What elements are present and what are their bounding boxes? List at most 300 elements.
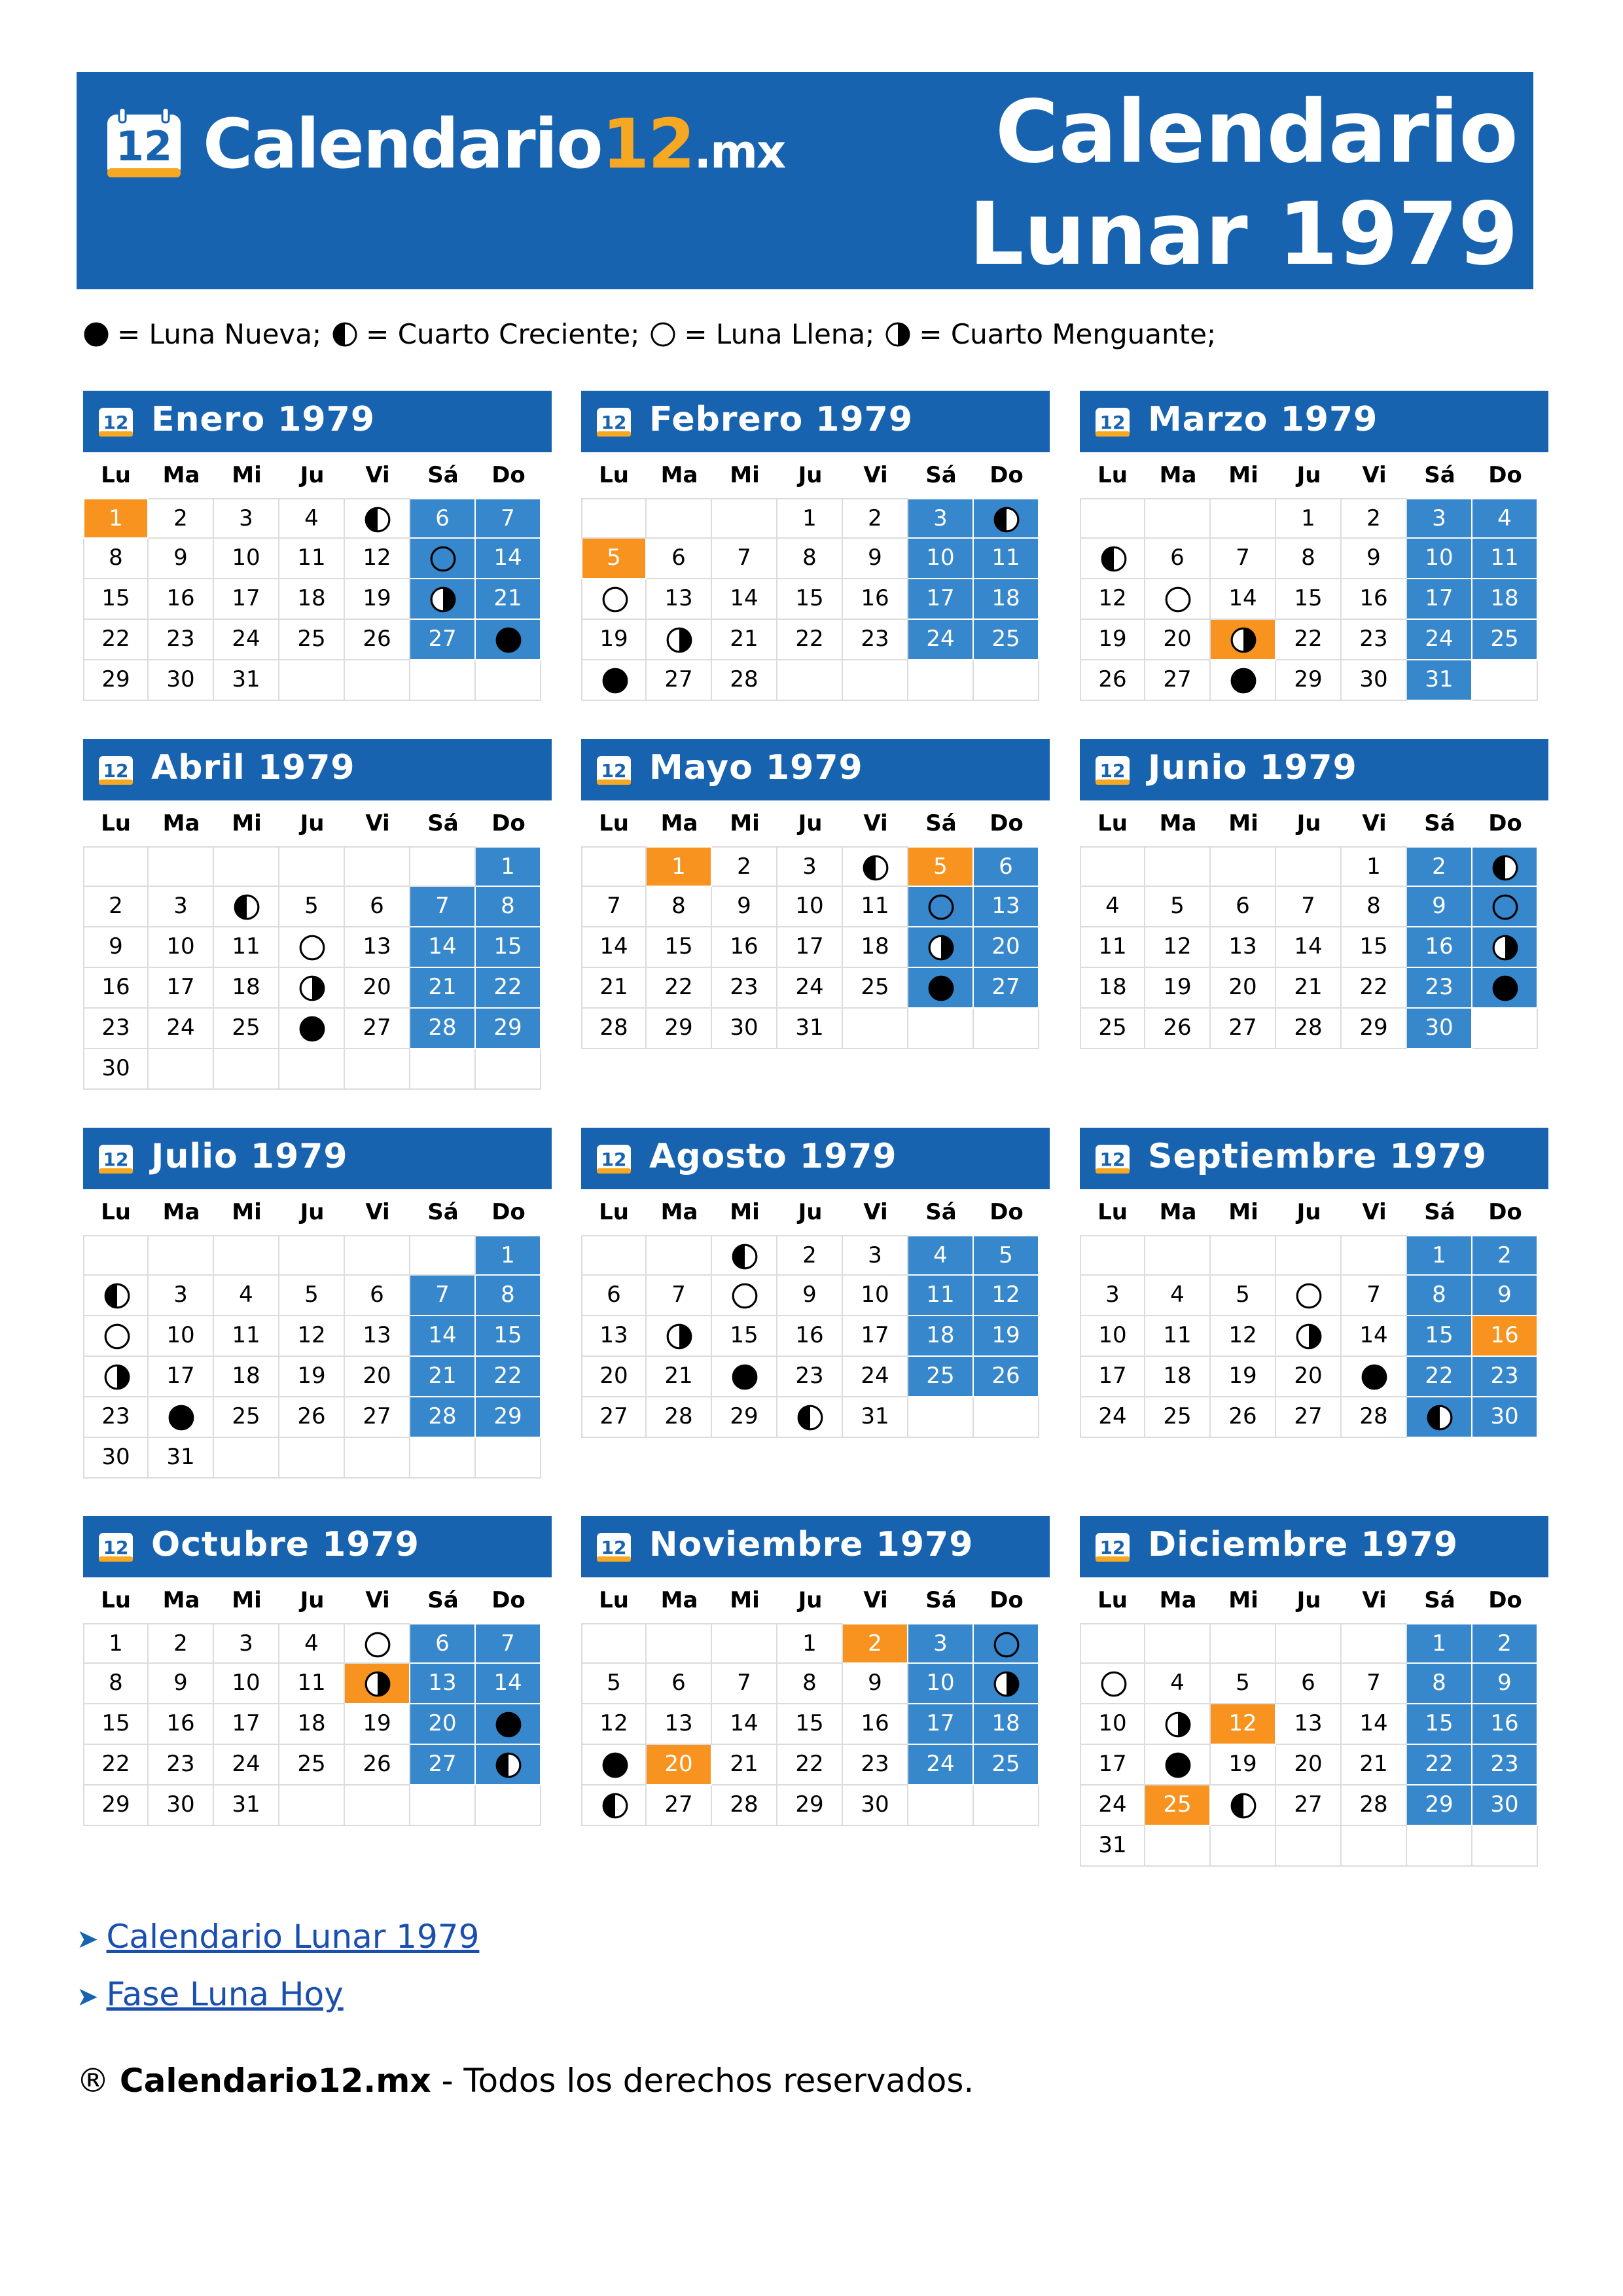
day-cell: 7 (410, 1276, 476, 1316)
day-cell: 13 (647, 1704, 712, 1745)
weekday-label: Vi (863, 462, 888, 488)
day-cell: 24 (908, 1745, 974, 1785)
day-cell (1145, 1745, 1211, 1785)
weekday-label: Vi (365, 1199, 390, 1225)
day-cell: 10 (214, 1664, 279, 1704)
day-cell: 8 (476, 887, 541, 927)
new-moon-icon (601, 1751, 629, 1779)
empty-cell (908, 1397, 974, 1438)
day-cell: 29 (1276, 660, 1342, 701)
day-cell: 15 (777, 579, 843, 620)
day-cell (908, 968, 974, 1009)
day-cell: 25 (279, 1745, 345, 1785)
day-cell: 4 (279, 1623, 345, 1664)
day-cell: 20 (1211, 968, 1276, 1009)
day-cell: 16 (712, 927, 777, 968)
month-10 (83, 1516, 552, 1826)
new-moon-icon (601, 667, 629, 694)
day-cell: 28 (581, 1009, 647, 1049)
week-row (1080, 1235, 1538, 1276)
day-cell: 30 (1342, 660, 1407, 701)
week-row (581, 1704, 1039, 1745)
week-row (1080, 660, 1538, 701)
last-quarter-icon (927, 934, 955, 961)
month-5 (581, 739, 1050, 1049)
new-moon-icon (83, 321, 109, 348)
empty-cell (1145, 498, 1211, 539)
day-cell (1145, 579, 1211, 620)
week-row (83, 1316, 541, 1357)
page-title-line2: Lunar 1979 (969, 184, 1518, 285)
empty-cell (1407, 1826, 1472, 1867)
day-cell: 8 (777, 1664, 843, 1704)
day-cell: 24 (777, 968, 843, 1009)
day-cell: 29 (1407, 1785, 1472, 1826)
weekday-header (581, 452, 1039, 498)
empty-cell (1211, 1826, 1276, 1867)
day-cell: 14 (476, 1664, 541, 1704)
month-12 (1080, 1516, 1548, 1867)
weekday-label: Ma (1159, 1587, 1197, 1613)
day-cell: 5 (279, 887, 345, 927)
new-moon-icon (1164, 1751, 1192, 1779)
day-cell (647, 1316, 712, 1357)
month-grid (581, 498, 1039, 701)
month-title: Octubre 1979 (151, 1525, 419, 1564)
first-quarter-icon (364, 506, 391, 533)
weekday-label: Vi (1362, 462, 1387, 488)
empty-cell (345, 1235, 410, 1276)
empty-cell (410, 660, 476, 701)
week-row (581, 579, 1039, 620)
day-cell (83, 1276, 149, 1316)
week-row (581, 1745, 1039, 1785)
last-quarter-icon (1230, 626, 1257, 654)
calendar-icon (98, 404, 134, 438)
day-cell (843, 846, 908, 887)
day-cell: 22 (777, 620, 843, 660)
day-cell: 11 (843, 887, 908, 927)
week-row (581, 887, 1039, 927)
svg-text:12: 12 (1099, 1537, 1126, 1558)
day-cell: 21 (410, 968, 476, 1009)
month-9 (1080, 1128, 1548, 1438)
day-cell: 13 (345, 1316, 410, 1357)
day-cell: 19 (1145, 968, 1211, 1009)
day-cell: 6 (647, 539, 712, 579)
weekday-label: Do (1488, 1587, 1522, 1613)
day-cell: 21 (581, 968, 647, 1009)
arrow-right-icon: ➤ (77, 1924, 99, 1954)
day-cell: 16 (149, 579, 214, 620)
day-cell: 16 (843, 579, 908, 620)
day-cell: 11 (279, 539, 345, 579)
weekday-label: Mi (232, 462, 262, 488)
day-cell: 19 (1211, 1357, 1276, 1397)
empty-cell (647, 1235, 712, 1276)
month-3 (1080, 391, 1548, 701)
day-cell (149, 1397, 214, 1438)
day-cell: 4 (1145, 1276, 1211, 1316)
day-cell: 25 (843, 968, 908, 1009)
empty-cell (83, 846, 149, 887)
day-cell: 19 (1080, 620, 1145, 660)
week-row (581, 1009, 1039, 1049)
week-row (1080, 1664, 1538, 1704)
day-cell: 18 (1472, 579, 1538, 620)
svg-text:12: 12 (601, 1149, 627, 1170)
day-cell: 29 (476, 1009, 541, 1049)
day-cell (712, 1357, 777, 1397)
day-cell (345, 498, 410, 539)
day-cell: 27 (647, 1785, 712, 1826)
month-header (83, 739, 552, 800)
month-1 (83, 391, 552, 701)
day-cell: 22 (647, 968, 712, 1009)
day-cell: 17 (777, 927, 843, 968)
weekday-label: Do (990, 1199, 1024, 1225)
day-cell: 5 (1211, 1664, 1276, 1704)
last-quarter-icon (298, 975, 326, 1002)
weekday-label: Mi (1228, 1587, 1258, 1613)
day-cell: 28 (410, 1397, 476, 1438)
empty-cell (345, 1438, 410, 1479)
day-cell: 6 (1276, 1664, 1342, 1704)
week-row (581, 1357, 1039, 1397)
empty-cell (581, 1623, 647, 1664)
weekday-label: Do (990, 462, 1024, 488)
week-row (581, 660, 1039, 701)
day-cell: 28 (647, 1397, 712, 1438)
day-cell (1276, 1276, 1342, 1316)
day-cell (279, 1009, 345, 1049)
footer-copyright: ® Calendario12.mx - Todos los derechos reservados. (77, 2062, 974, 2100)
day-cell: 7 (581, 887, 647, 927)
week-row (1080, 1009, 1538, 1049)
day-cell: 12 (1211, 1704, 1276, 1745)
weekday-label: Sá (1424, 462, 1455, 488)
day-cell: 10 (1080, 1316, 1145, 1357)
week-row (1080, 579, 1538, 620)
day-cell: 3 (214, 498, 279, 539)
day-cell: 4 (1472, 498, 1538, 539)
day-cell (1342, 1357, 1407, 1397)
day-cell: 5 (279, 1276, 345, 1316)
day-cell (974, 1664, 1039, 1704)
month-header (1080, 1516, 1548, 1577)
day-cell: 20 (974, 927, 1039, 968)
link-fase-luna-hoy[interactable]: ➤ Fase Luna Hoy (77, 1975, 344, 2013)
day-cell: 6 (345, 887, 410, 927)
week-row (1080, 498, 1538, 539)
weekday-header (1080, 800, 1538, 846)
day-cell: 25 (1145, 1397, 1211, 1438)
weekday-label: Mi (1228, 810, 1258, 836)
month-grid (581, 846, 1039, 1049)
day-cell: 28 (410, 1009, 476, 1049)
weekday-header (581, 1189, 1039, 1235)
day-cell (1080, 539, 1145, 579)
day-cell: 14 (712, 579, 777, 620)
weekday-header (1080, 452, 1538, 498)
phase-legend (83, 318, 1226, 350)
day-cell: 14 (581, 927, 647, 968)
week-row (83, 1009, 541, 1049)
empty-cell (279, 660, 345, 701)
week-row (581, 1235, 1039, 1276)
month-title: Agosto 1979 (649, 1137, 897, 1176)
empty-cell (1080, 498, 1145, 539)
empty-cell (974, 1785, 1039, 1826)
day-cell: 1 (476, 1235, 541, 1276)
day-cell: 10 (149, 927, 214, 968)
day-cell: 30 (712, 1009, 777, 1049)
day-cell: 31 (1080, 1826, 1145, 1867)
empty-cell (974, 1009, 1039, 1049)
day-cell: 5 (908, 846, 974, 887)
day-cell: 24 (214, 620, 279, 660)
day-cell: 22 (83, 620, 149, 660)
empty-cell (581, 1235, 647, 1276)
svg-text:12: 12 (1099, 412, 1126, 433)
first-quarter-icon (1100, 545, 1128, 573)
weekday-label: Lu (1097, 1587, 1128, 1613)
weekday-label: Vi (863, 1199, 888, 1225)
day-cell: 11 (214, 1316, 279, 1357)
month-title: Mayo 1979 (649, 748, 863, 787)
day-cell: 11 (1080, 927, 1145, 968)
day-cell: 3 (214, 1623, 279, 1664)
month-grid (1080, 846, 1538, 1049)
week-row (581, 927, 1039, 968)
day-cell: 8 (1342, 887, 1407, 927)
day-cell (1276, 1316, 1342, 1357)
empty-cell (1080, 1623, 1145, 1664)
empty-cell (410, 1785, 476, 1826)
calendar-icon (98, 1529, 134, 1563)
legend-item-new: = Luna Nueva; (117, 318, 322, 350)
weekday-label: Lu (1097, 810, 1128, 836)
month-11 (581, 1516, 1050, 1826)
month-header (581, 1516, 1050, 1577)
day-cell: 17 (214, 579, 279, 620)
day-cell: 13 (1211, 927, 1276, 968)
last-quarter-icon (1491, 934, 1519, 961)
day-cell: 30 (83, 1049, 149, 1090)
weekday-label: Ju (798, 1199, 823, 1225)
day-cell (345, 1623, 410, 1664)
day-cell: 7 (410, 887, 476, 927)
day-cell: 24 (214, 1745, 279, 1785)
legend-item-last: = Cuarto Menguante; (919, 318, 1217, 350)
day-cell: 6 (974, 846, 1039, 887)
day-cell: 6 (410, 498, 476, 539)
new-moon-icon (1361, 1363, 1388, 1391)
full-moon-icon (993, 1631, 1020, 1659)
day-cell: 28 (1342, 1785, 1407, 1826)
week-row (83, 620, 541, 660)
week-row (581, 1316, 1039, 1357)
first-quarter-icon (993, 506, 1020, 533)
weekday-label: Ma (162, 1199, 200, 1225)
calendar-icon (1094, 404, 1131, 438)
first-quarter-icon (1426, 1404, 1454, 1431)
day-cell: 1 (1407, 1235, 1472, 1276)
empty-cell (1211, 846, 1276, 887)
last-quarter-icon (885, 321, 911, 348)
empty-cell (777, 660, 843, 701)
day-cell: 22 (83, 1745, 149, 1785)
week-row (83, 1049, 541, 1090)
day-cell: 18 (279, 579, 345, 620)
day-cell: 30 (149, 660, 214, 701)
day-cell: 1 (647, 846, 712, 887)
day-cell: 12 (345, 539, 410, 579)
week-row (1080, 1397, 1538, 1438)
weekday-label: Sá (925, 810, 957, 836)
day-cell: 14 (410, 1316, 476, 1357)
day-cell: 22 (476, 968, 541, 1009)
svg-text:12: 12 (601, 1537, 627, 1558)
month-header (1080, 391, 1548, 452)
day-cell (83, 1357, 149, 1397)
last-quarter-icon (666, 1323, 693, 1350)
day-cell (279, 968, 345, 1009)
day-cell: 26 (1211, 1397, 1276, 1438)
week-row (581, 1785, 1039, 1826)
day-cell: 14 (1276, 927, 1342, 968)
day-cell: 10 (1407, 539, 1472, 579)
week-row (83, 1397, 541, 1438)
day-cell: 1 (1276, 498, 1342, 539)
weekday-header (581, 800, 1039, 846)
day-cell: 17 (908, 579, 974, 620)
empty-cell (1080, 1235, 1145, 1276)
day-cell: 8 (777, 539, 843, 579)
day-cell: 18 (974, 579, 1039, 620)
day-cell: 10 (843, 1276, 908, 1316)
day-cell: 2 (83, 887, 149, 927)
day-cell: 29 (476, 1397, 541, 1438)
week-row (1080, 1785, 1538, 1826)
weekday-label: Mi (232, 1199, 262, 1225)
month-title: Junio 1979 (1148, 748, 1357, 787)
weekday-label: Ma (660, 1587, 698, 1613)
day-cell (581, 579, 647, 620)
weekday-label: Sá (1424, 1587, 1455, 1613)
day-cell: 15 (83, 1704, 149, 1745)
day-cell: 11 (974, 539, 1039, 579)
weekday-label: Ju (798, 462, 823, 488)
day-cell: 19 (1211, 1745, 1276, 1785)
day-cell: 1 (83, 1623, 149, 1664)
empty-cell (214, 1235, 279, 1276)
day-cell: 26 (279, 1397, 345, 1438)
day-cell: 16 (1342, 579, 1407, 620)
day-cell: 18 (214, 1357, 279, 1397)
month-grid (83, 498, 541, 701)
day-cell: 27 (410, 620, 476, 660)
day-cell: 12 (279, 1316, 345, 1357)
empty-cell (345, 660, 410, 701)
day-cell: 24 (149, 1009, 214, 1049)
full-moon-icon (103, 1323, 131, 1350)
day-cell: 21 (476, 579, 541, 620)
svg-text:12: 12 (1099, 1149, 1126, 1170)
first-quarter-icon (1230, 1792, 1257, 1820)
empty-cell (1276, 1235, 1342, 1276)
weekday-label: Vi (365, 810, 390, 836)
day-cell (476, 620, 541, 660)
empty-cell (647, 498, 712, 539)
week-row (83, 846, 541, 887)
day-cell: 12 (581, 1704, 647, 1745)
weekday-label: Lu (599, 810, 629, 836)
week-row (1080, 620, 1538, 660)
empty-cell (214, 1049, 279, 1090)
day-cell: 21 (1276, 968, 1342, 1009)
empty-cell (410, 1049, 476, 1090)
day-cell: 18 (843, 927, 908, 968)
empty-cell (581, 498, 647, 539)
day-cell (581, 1785, 647, 1826)
month-title: Noviembre 1979 (649, 1525, 974, 1564)
day-cell: 9 (777, 1276, 843, 1316)
weekday-label: Vi (1362, 810, 1387, 836)
month-title: Diciembre 1979 (1148, 1525, 1459, 1564)
month-title: Febrero 1979 (649, 400, 914, 439)
day-cell: 17 (1407, 579, 1472, 620)
day-cell: 31 (214, 1785, 279, 1826)
last-quarter-icon (1295, 1323, 1323, 1350)
day-cell: 10 (777, 887, 843, 927)
empty-cell (1145, 1623, 1211, 1664)
day-cell: 1 (777, 498, 843, 539)
day-cell: 25 (1472, 620, 1538, 660)
week-row (581, 1664, 1039, 1704)
day-cell (410, 579, 476, 620)
day-cell: 6 (345, 1276, 410, 1316)
day-cell: 6 (647, 1664, 712, 1704)
empty-cell (581, 846, 647, 887)
day-cell: 29 (83, 660, 149, 701)
day-cell: 22 (1407, 1745, 1472, 1785)
day-cell: 27 (345, 1009, 410, 1049)
day-cell: 2 (843, 1623, 908, 1664)
day-cell (777, 1397, 843, 1438)
day-cell: 10 (908, 1664, 974, 1704)
weekday-header (1080, 1577, 1538, 1623)
week-row (83, 1438, 541, 1479)
empty-cell (1472, 660, 1538, 701)
week-row (581, 620, 1039, 660)
first-quarter-icon (495, 1751, 522, 1779)
week-row (1080, 846, 1538, 887)
day-cell: 22 (476, 1357, 541, 1397)
day-cell: 14 (712, 1704, 777, 1745)
weekday-label: Mi (730, 462, 760, 488)
day-cell: 26 (974, 1357, 1039, 1397)
weekday-label: Mi (730, 810, 760, 836)
day-cell: 19 (345, 579, 410, 620)
weekday-label: Ju (300, 810, 325, 836)
link-calendario-lunar[interactable]: ➤ Calendario Lunar 1979 (77, 1918, 480, 1956)
day-cell: 27 (974, 968, 1039, 1009)
week-row (83, 1623, 541, 1664)
full-moon-icon (927, 893, 955, 921)
calendar-icon (596, 752, 632, 786)
weekday-header (83, 452, 541, 498)
